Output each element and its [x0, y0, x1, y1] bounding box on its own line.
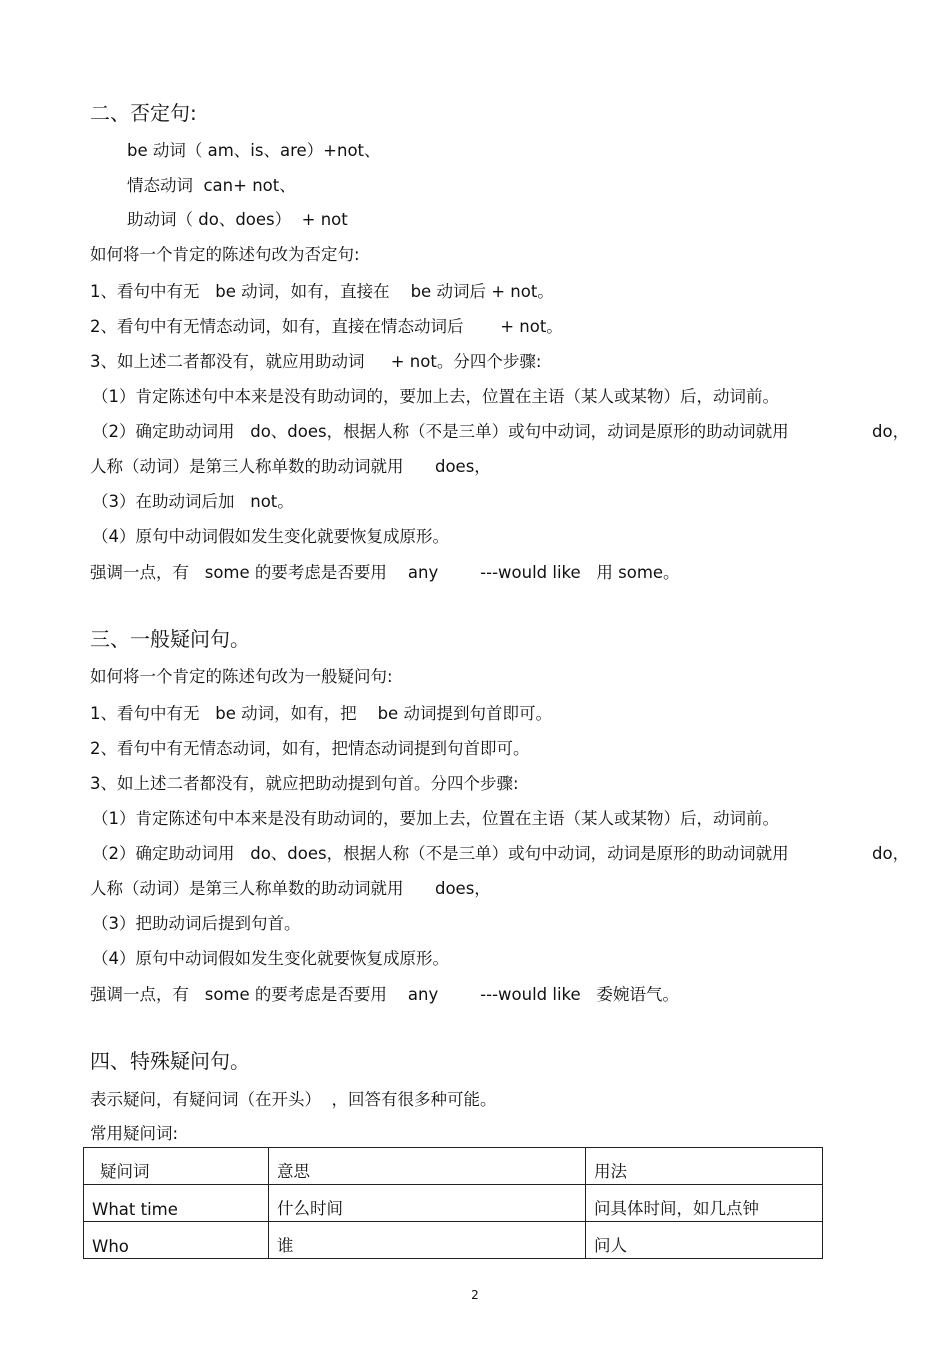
section3-step-2: 2、看句中有无情态动词，如有，把情态动词提到句首即可。 [90, 739, 530, 758]
page-number: 2 [471, 1288, 479, 1302]
table-cell: 问人 [586, 1222, 823, 1259]
negation-form-aux: 助动词（ do、does） + not [127, 210, 348, 229]
section3-substep-2-cont: 人称（动词）是第三人称单数的助动词就用 does， [90, 879, 491, 898]
section3-emphasis: 强调一点，有 some 的要考虑是否要用 any ---would like 委婉语气。 [90, 985, 679, 1004]
section3-substep-4: （4）原句中动词假如发生变化就要恢复成原形。 [92, 949, 449, 968]
negation-form-modal: 情态动词 can+ not、 [127, 176, 296, 195]
section2-substep-4: （4）原句中动词假如发生变化就要恢复成原形。 [92, 527, 449, 546]
section3-intro: 如何将一个肯定的陈述句改为一般疑问句: [90, 667, 393, 686]
table-header-cell: 意思 [269, 1148, 586, 1185]
section4-common-label: 常用疑问词: [90, 1124, 179, 1143]
section2-step-2: 2、看句中有无情态动词，如有，直接在情态动词后 + not。 [90, 317, 563, 336]
section4-heading: 四、特殊疑问句。 [90, 1049, 250, 1073]
table-header-row [84, 1148, 823, 1185]
section3-substep-1: （1）肯定陈述句中本来是没有助动词的，要加上去，位置在主语（某人或某物）后，动词前。 [92, 809, 779, 828]
section3-step-3: 3、如上述二者都没有，就应把助动提到句首。分四个步骤: [90, 774, 519, 793]
table-row [84, 1185, 823, 1222]
section2-step-3: 3、如上述二者都没有，就应用助动词 + not。分四个步骤: [90, 352, 542, 371]
table-cell: 什么时间 [269, 1185, 586, 1222]
section3-substep-2: （2）确定助动词用 do、does，根据人称（不是三单）或句中动词，动词是原形的助动词就用 [92, 844, 789, 863]
section3-step-1: 1、看句中有无 be 动词，如有，把 be 动词提到句首即可。 [90, 704, 552, 723]
section3-substep-3: （3）把助动词后提到句首。 [92, 914, 301, 933]
section2-do-tail: do， [872, 422, 910, 441]
section2-substep-3: （3）在助动词后加 not。 [92, 492, 294, 511]
section2-substep-2-cont: 人称（动词）是第三人称单数的助动词就用 does， [90, 457, 491, 476]
negation-form-be: be 动词（ am、is、are）+not、 [127, 141, 381, 160]
section3-heading: 三、一般疑问句。 [90, 627, 250, 651]
section4-intro: 表示疑问，有疑问词（在开头） ，回答有很多种可能。 [90, 1090, 497, 1109]
question-words-table [83, 1147, 823, 1259]
section2-emphasis: 强调一点，有 some 的要考虑是否要用 any ---would like 用 some。 [90, 563, 680, 582]
section2-intro: 如何将一个肯定的陈述句改为否定句: [90, 245, 360, 264]
table-cell: Who [84, 1222, 269, 1259]
table-cell: 问具体时间，如几点钟 [586, 1185, 823, 1222]
table-header-cell: 疑问词 [84, 1148, 269, 1185]
section2-substep-1: （1）肯定陈述句中本来是没有助动词的，要加上去，位置在主语（某人或某物）后，动词前。 [92, 387, 779, 406]
section2-substep-2: （2）确定助动词用 do、does，根据人称（不是三单）或句中动词，动词是原形的助动词就用 [92, 422, 789, 441]
table-cell: What time [84, 1185, 269, 1222]
section3-do-tail: do， [872, 844, 910, 863]
section2-step-1: 1、看句中有无 be 动词，如有，直接在 be 动词后 + not。 [90, 282, 554, 301]
table-header-cell: 用法 [586, 1148, 823, 1185]
table-cell: 谁 [269, 1222, 586, 1259]
section2-heading: 二、否定句: [90, 101, 197, 125]
table-row [84, 1222, 823, 1259]
